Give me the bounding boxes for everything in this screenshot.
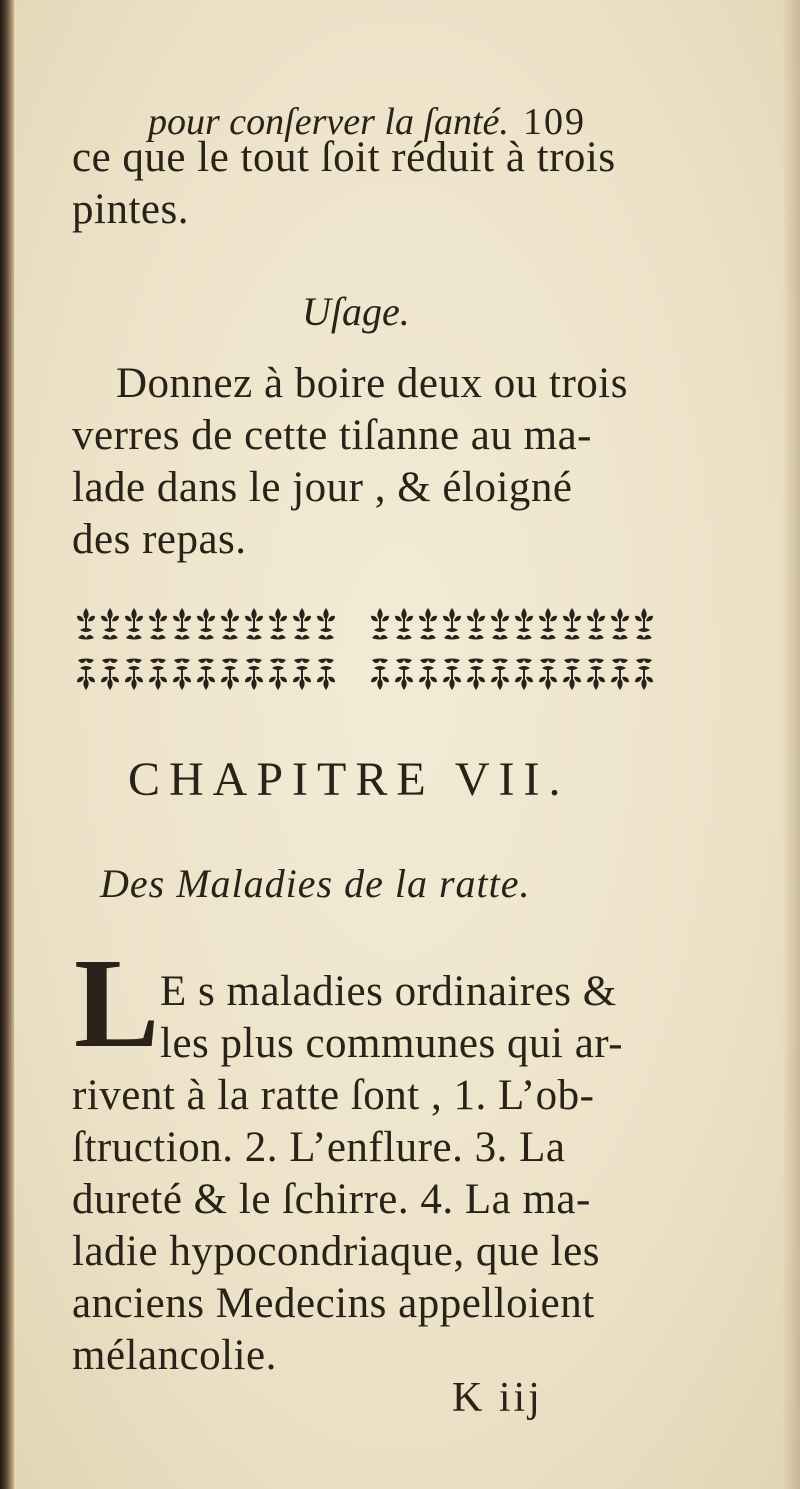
page-edge-shade bbox=[782, 0, 800, 1489]
body-line: anciens Medecins appelloient bbox=[72, 1280, 595, 1327]
running-head-title: pour conſerver la ſanté. bbox=[148, 101, 509, 143]
signature-mark: K iij bbox=[452, 1375, 543, 1421]
usage-line: verres de cette tiſanne au ma- bbox=[72, 412, 592, 459]
usage-line: des repas. bbox=[72, 516, 247, 563]
body-line: mélancolie. bbox=[72, 1332, 277, 1379]
page-number: 109 bbox=[522, 101, 586, 143]
chapter-title: CHAPITRE VII. bbox=[128, 753, 570, 806]
recipe-line: pintes. bbox=[72, 186, 189, 233]
recipe-line: ce que le tout ſoit réduit à trois bbox=[72, 134, 616, 181]
body-line: rivent à la ratte ſont , 1. L’ob- bbox=[72, 1072, 595, 1119]
body-line: dureté & le ſchirre. 4. La ma- bbox=[72, 1176, 591, 1223]
body-line: E s maladies ordinaires & bbox=[160, 968, 617, 1015]
chapter-subtitle: Des Maladies de la ratte. bbox=[100, 861, 531, 906]
drop-cap: L bbox=[74, 932, 160, 1074]
page-gutter-shadow bbox=[0, 0, 14, 1489]
body-line: les plus communes qui ar- bbox=[160, 1020, 624, 1067]
usage-heading: Uſage. bbox=[302, 289, 410, 334]
body-line: ladie hypocondriaque, que les bbox=[72, 1228, 600, 1275]
usage-line: Donnez à boire deux ou trois bbox=[116, 360, 628, 407]
body-line: ſtruction. 2. L’enflure. 3. La bbox=[72, 1124, 566, 1171]
fleuron-band-icon bbox=[74, 604, 658, 696]
usage-line: lade dans le jour , & éloigné bbox=[72, 464, 573, 511]
